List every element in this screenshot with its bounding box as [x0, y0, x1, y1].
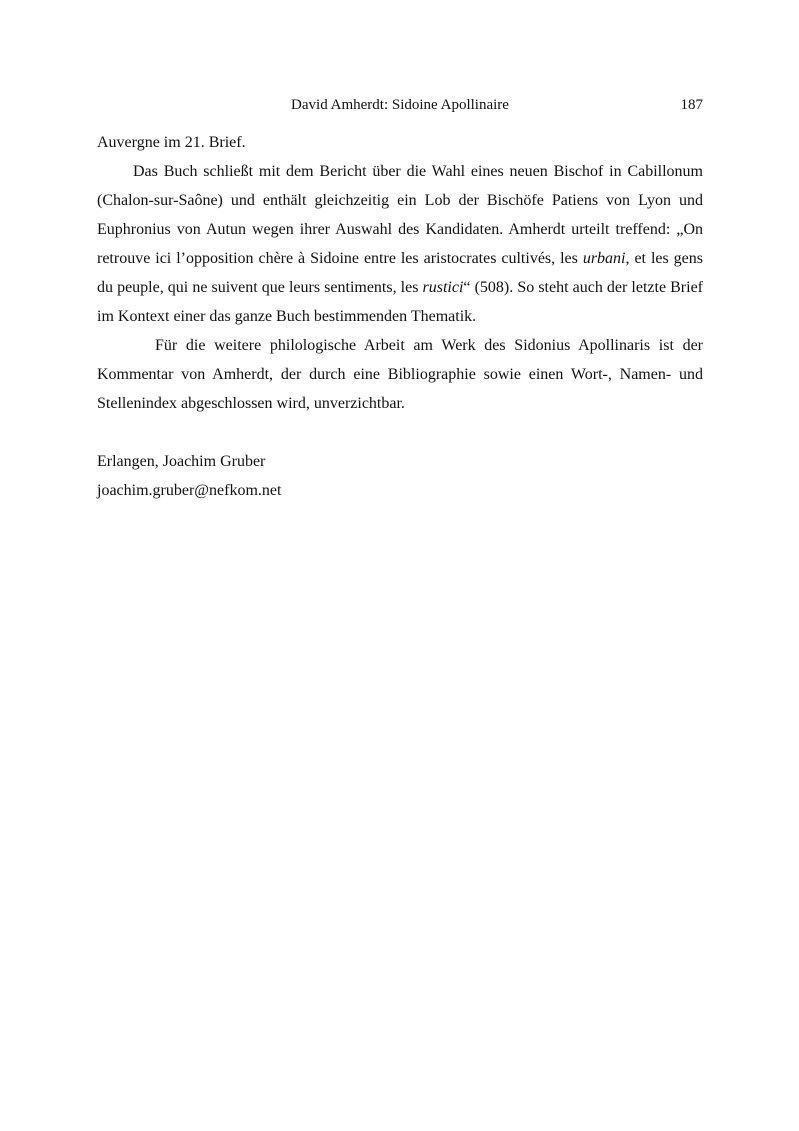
signature-email: joachim.gruber@nefkom.net	[97, 482, 282, 499]
running-title: David Amherdt: Sidoine Apollinaire	[291, 97, 509, 113]
signature-block	[97, 447, 703, 505]
document-body	[97, 128, 703, 505]
text-run: “ (508). So steht auch der letzte Brief im Kontext einer das ganze Buch bestimmenden Thematik.	[97, 279, 703, 325]
text-run: , et les gens du peuple, qui ne suivent que leurs sentiments, les	[97, 250, 703, 296]
signature-author: Erlangen, Joachim Gruber	[97, 453, 266, 470]
page-number: 187	[680, 97, 703, 113]
para-auvergne	[97, 128, 703, 157]
text-run: Auvergne im 21. Brief.	[97, 134, 246, 151]
italic-text-run: rustici	[422, 279, 464, 296]
para-fuer-die	[97, 331, 703, 418]
paragraphs-container	[97, 128, 703, 418]
para-das-buch	[97, 157, 703, 331]
text-run: Das Buch schließt mit dem Bericht über die Wahl eines neuen Bischof in Cabillonum (Chalon-sur-Saône) und enthält gleichzeitig ein Lob der Bischöfe Patiens von Lyon und Euphronius von Autun wegen ihrer Auswahl des Kandidaten. Amherdt urteilt treffend: „On retrouve ici l’opposition chère à Sidoine entre les aristocrates cultivés, les	[97, 163, 703, 267]
running-header	[97, 97, 703, 114]
italic-text-run: urbani	[582, 250, 626, 267]
text-run: Für die weitere philologische Arbeit am Werk des Sidonius Apollinaris ist der Kommentar von Amherdt, der durch eine Bibliographie sowie einen Wort-, Namen- und Stellenindex abgeschlossen wird, unverzichtbar.	[97, 337, 703, 412]
